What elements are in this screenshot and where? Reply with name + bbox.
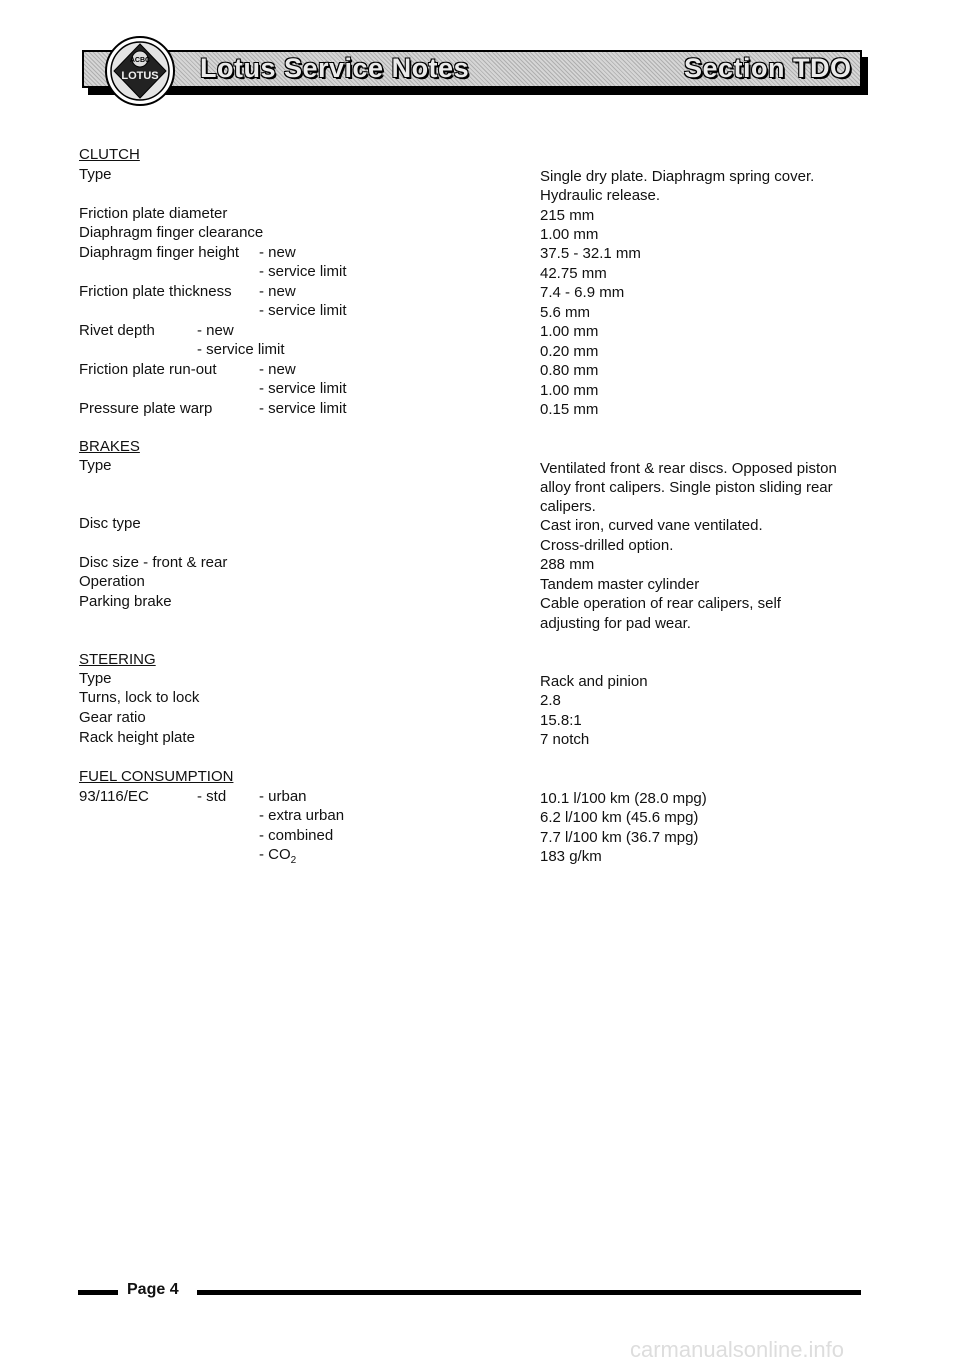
fuel-condition: - combined xyxy=(259,827,334,844)
fuel-value: 6.2 l/100 km (45.6 mpg) xyxy=(540,809,699,826)
clutch-value: 0.15 mm xyxy=(540,401,599,418)
clutch-value: 0.20 mm xyxy=(540,343,599,360)
clutch-value: 42.75 mm xyxy=(540,265,607,282)
brakes-value: Cast iron, curved vane ventilated. xyxy=(540,517,763,534)
svg-text:LOTUS: LOTUS xyxy=(121,70,159,82)
brakes-label: Parking brake xyxy=(79,593,172,610)
clutch-label: Type xyxy=(79,166,112,183)
steering-label: Gear ratio xyxy=(79,709,146,726)
fuel-condition-text: - CO xyxy=(259,846,291,863)
clutch-value: 215 mm xyxy=(540,207,595,224)
clutch-value: 1.00 mm xyxy=(540,382,599,399)
brakes-value: Tandem master cylinder xyxy=(540,576,700,593)
svg-text:ACBC: ACBC xyxy=(129,57,151,64)
clutch-sub-label: - service limit xyxy=(259,380,347,397)
brakes-value: Ventilated front & rear discs. Opposed piston xyxy=(540,460,837,477)
clutch-label: Diaphragm finger height xyxy=(79,244,240,261)
brakes-value: 288 mm xyxy=(540,556,595,573)
clutch-sub-label: - service limit xyxy=(259,400,347,417)
brakes-heading: BRAKES xyxy=(79,438,140,455)
clutch-sub-label: - new xyxy=(259,244,296,261)
clutch-heading: CLUTCH xyxy=(79,146,140,163)
fuel-condition-subscript: 2 xyxy=(290,855,297,866)
clutch-label: Pressure plate warp xyxy=(79,400,213,417)
fuel-value: 7.7 l/100 km (36.7 mpg) xyxy=(540,829,699,846)
brakes-value: Cable operation of rear calipers, self xyxy=(540,595,781,612)
clutch-sub-label: - service limit xyxy=(259,263,347,280)
clutch-label: Rivet depth xyxy=(79,322,155,339)
clutch-sub-label: - service limit xyxy=(197,341,285,358)
footer-rule-right xyxy=(197,1290,861,1295)
header-title: Lotus Service Notes xyxy=(200,53,470,83)
brakes-value: adjusting for pad wear. xyxy=(540,615,691,632)
page-number: Page 4 xyxy=(127,1281,179,1298)
steering-heading: STEERING xyxy=(79,651,156,668)
clutch-sub-label: - new xyxy=(259,361,296,378)
clutch-value: Hydraulic release. xyxy=(540,187,661,204)
brakes-label: Type xyxy=(79,457,112,474)
steering-value: 7 notch xyxy=(540,731,590,748)
fuel-condition: - urban xyxy=(259,788,307,805)
clutch-label: Diaphragm finger clearance xyxy=(79,224,264,241)
clutch-sub-label: - service limit xyxy=(259,302,347,319)
steering-value: 15.8:1 xyxy=(540,712,582,729)
watermark: carmanualsonline.info xyxy=(630,1337,845,1362)
clutch-value: 5.6 mm xyxy=(540,304,591,321)
fuel-heading: FUEL CONSUMPTION xyxy=(79,768,234,785)
clutch-label: Friction plate diameter xyxy=(79,205,228,222)
lotus-logo-icon xyxy=(104,35,176,107)
clutch-value: 1.00 mm xyxy=(540,226,599,243)
brakes-value: Cross-drilled option. xyxy=(540,537,674,554)
clutch-value: 1.00 mm xyxy=(540,323,599,340)
fuel-standard-sub-label: - std xyxy=(197,788,227,805)
clutch-label: Friction plate run-out xyxy=(79,361,217,378)
fuel-condition: - extra urban xyxy=(259,807,345,824)
clutch-value: 0.80 mm xyxy=(540,362,599,379)
brakes-value: calipers. xyxy=(540,498,596,515)
steering-label: Rack height plate xyxy=(79,729,195,746)
clutch-value: Single dry plate. Diaphragm spring cover. xyxy=(540,168,815,185)
brakes-label: Disc size - front & rear xyxy=(79,554,228,571)
steering-label: Type xyxy=(79,670,112,687)
brakes-value: alloy front calipers. Single piston sliding rear xyxy=(540,479,833,496)
fuel-value: 10.1 l/100 km (28.0 mpg) xyxy=(540,790,707,807)
steering-value: 2.8 xyxy=(540,692,561,709)
steering-value: Rack and pinion xyxy=(540,673,648,690)
clutch-sub-label: - new xyxy=(259,283,296,300)
brakes-label: Operation xyxy=(79,573,145,590)
clutch-value: 7.4 - 6.9 mm xyxy=(540,284,625,301)
fuel-condition xyxy=(259,845,296,871)
header-section: Section TDO xyxy=(684,53,852,83)
clutch-label: Friction plate thickness xyxy=(79,283,232,300)
steering-label: Turns, lock to lock xyxy=(79,689,200,706)
fuel-standard-label: 93/116/EC xyxy=(79,788,149,805)
footer-rule-left xyxy=(78,1290,118,1295)
clutch-value: 37.5 - 32.1 mm xyxy=(540,245,641,262)
fuel-value: 183 g/km xyxy=(540,848,602,865)
brakes-label: Disc type xyxy=(79,515,141,532)
clutch-sub-label: - new xyxy=(197,322,234,339)
